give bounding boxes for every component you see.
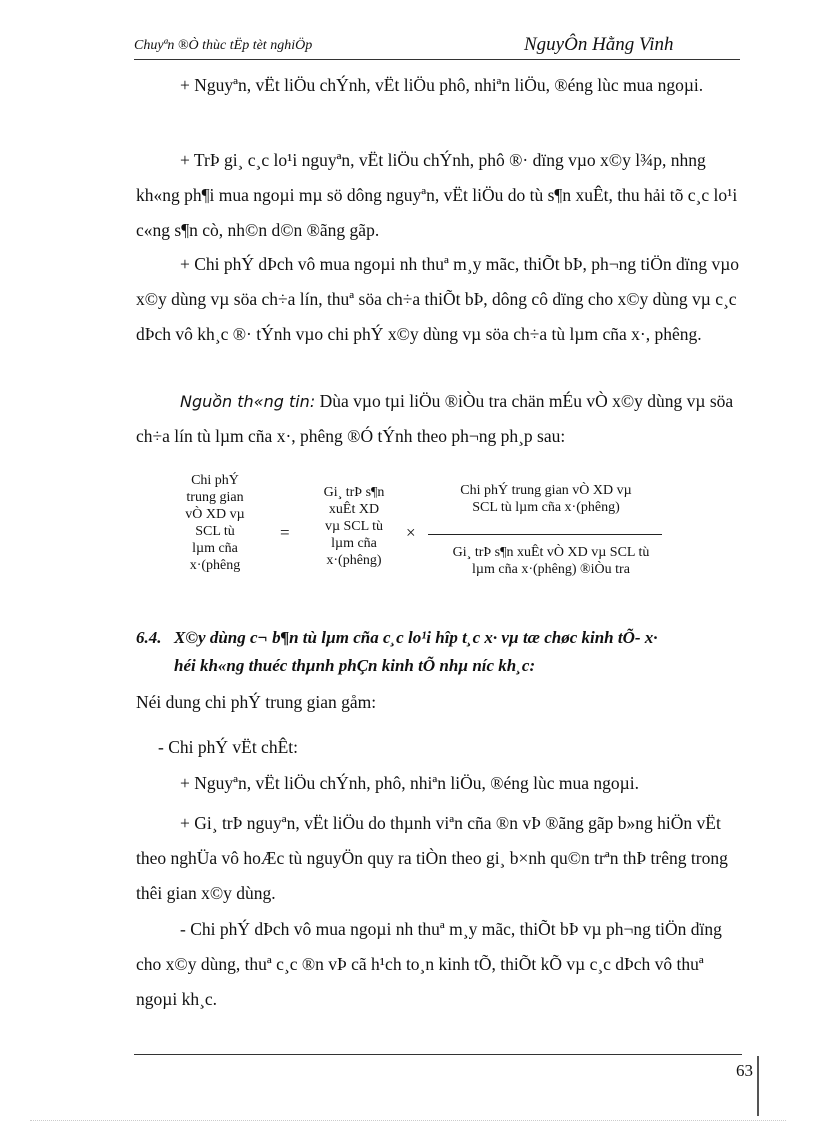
- paragraph-1: + Nguyªn, vËt liÖu chÝnh, vËt liÖu phô, nhiªn liÖu, ®éng lùc mua ngoµi.: [180, 75, 704, 95]
- material-cost-heading: - Chi phÝ vËt chÊt:: [158, 737, 298, 757]
- footer-divider: [134, 1054, 742, 1055]
- section-title-line-2: héi kh«ng thuéc thµnh phÇn kinh tÕ nhµ níc kh¸c:: [174, 656, 536, 675]
- numerator-line: SCL tù lµm cña x·(phêng): [472, 500, 620, 515]
- formula-mid-line: x·(phêng): [326, 553, 382, 568]
- page-border-right: [757, 1056, 759, 1116]
- formula-mid-line: xuÊt XD: [328, 502, 380, 517]
- formula-lhs-line: x·(phêng: [189, 558, 241, 573]
- multiply-sign: ×: [406, 523, 416, 542]
- formula-mid-line: Gi¸ trÞ s¶n: [323, 485, 385, 500]
- bullet-contributed-materials: + Gi¸ trÞ nguyªn, vËt liÖu do thµnh viªn cña ®n vÞ ®ãng gãp b»ng hiÖn vËt theo nghÜa vô hoÆc tù nguyÖn quy ra tiÒn theo gi¸ b×nh qu©n trªn thÞ trêng trong thêi gian x©y dùng.: [136, 813, 728, 903]
- paragraph-2: + TrÞ gi¸ c¸c lo¹i nguyªn, vËt liÖu chÝnh, phô ®· dïng vµo x©y l¾p, nhng kh«ng ph¶i mua ngoµi mµ sö dông nguyªn, vËt liÖu do tù s¶n xuÊt, thu hải tõ c¸c lo¹i c«ng s¶n cò, nh©n d©n ®ãng gãp.: [136, 150, 738, 240]
- formula-mid-line: vµ SCL tù: [324, 519, 384, 534]
- formula-lhs: [170, 472, 260, 574]
- fraction-bar: [428, 534, 662, 535]
- fraction-denominator: [426, 544, 676, 578]
- header-author: NguyÔn Hằng Vinh: [524, 34, 674, 55]
- equals-sign: =: [280, 523, 290, 542]
- content-intro: Néi dung chi phÝ trung gian gåm:: [136, 692, 377, 712]
- formula-output-value: [306, 484, 402, 569]
- section-number: 6.4.: [136, 628, 162, 647]
- bullet-outsourced-services: - Chi phÝ dÞch vô mua ngoµi nh thuª m¸y mãc, thiÕt bÞ vµ ph¬ng tiÖn dïng cho x©y dùng, thuª c¸c ®n vÞ cã h¹ch to¸n kinh tÕ, thiÕt kÕ vµ c¸c dÞch vô thuª ngoµi kh¸c.: [136, 919, 722, 1009]
- fraction-numerator: [426, 482, 666, 516]
- formula-lhs-line: lµm cña: [192, 541, 238, 556]
- denominator-line: lµm cña x·(phêng) ®iÒu tra: [472, 562, 630, 577]
- section-title-line-1: X©y dùng c¬ b¶n tù lµm cña c¸c lo¹i hîp t¸c x· vµ tæ chøc kinh tÕ- x·: [174, 628, 658, 647]
- bullet-raw-materials: + Nguyªn, vËt liÖu chÝnh, phô, nhiªn liÖu, ®éng lùc mua ngoµi.: [180, 773, 639, 793]
- formula-lhs-line: Chi phÝ: [191, 473, 239, 488]
- header-divider: [134, 59, 740, 60]
- paragraph-4-text: Dùa vµo tµi liÖu ®iÒu tra chän mÉu vÒ x©y dùng vµ söa ch÷a lín tù lµm cña x·, phêng ®Ó tÝnh theo ph¬ng ph¸p sau:: [136, 391, 734, 446]
- denominator-line: Gi¸ trÞ s¶n xuÊt vÒ XD vµ SCL tù: [452, 545, 650, 560]
- running-header: [134, 36, 740, 58]
- paragraph-3: + Chi phÝ dÞch vô mua ngoµi nh thuª m¸y mãc, thiÕt bÞ, ph¬ng tiÖn dïng vµo x©y dùng vµ söa ch÷a lín, thuª söa ch÷a thiÕt bÞ, dông cô dïng cho x©y dùng vµ c¸c dÞch vô kh¸c ®· tÝnh vµo chi phÝ x©y dùng vµ söa ch÷a tù lµm cña x·, phêng.: [136, 254, 740, 344]
- numerator-line: Chi phÝ trung gian vÒ XD vµ: [460, 483, 632, 498]
- section-heading: [136, 624, 740, 680]
- formula-lhs-line: vÒ XD vµ: [185, 507, 245, 522]
- formula-lhs-line: SCL tù: [195, 524, 235, 539]
- formula-mid-line: lµm cña: [331, 536, 377, 551]
- formula-lhs-line: trung gian: [186, 490, 244, 505]
- page-border-bottom: [30, 1120, 786, 1121]
- header-topic: Chuyªn ®Ò thùc tËp tèt nghiÖp: [134, 38, 313, 53]
- paragraph-4: [136, 384, 740, 454]
- page-number: 63: [736, 1061, 753, 1080]
- source-label: Nguồn th«ng tin:: [180, 392, 316, 411]
- cost-formula: [170, 468, 690, 588]
